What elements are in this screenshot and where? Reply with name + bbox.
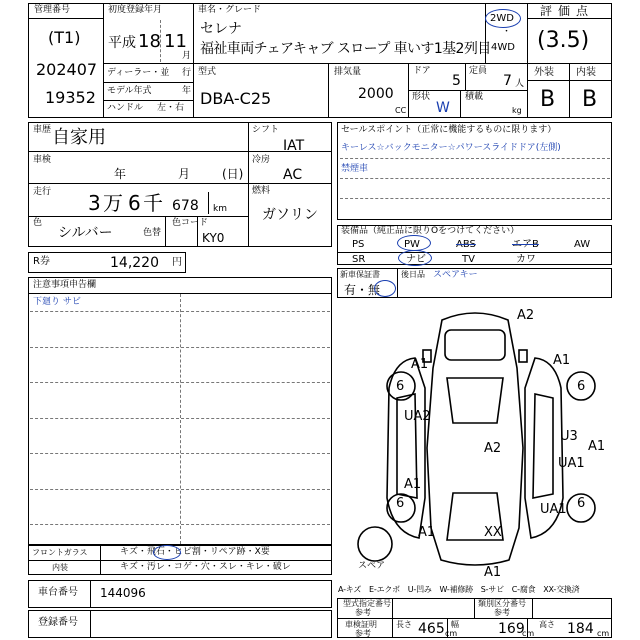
seat-value: 7 xyxy=(503,73,512,89)
model-ref-sub: 参考 xyxy=(355,608,371,617)
shape-value: W xyxy=(436,100,450,116)
mgmt-number-2: 19352 xyxy=(45,88,96,107)
recycle-value: 14,220 xyxy=(110,255,159,271)
length-value: 465 xyxy=(418,621,445,637)
mark-right-edge-a1: A1 xyxy=(588,439,606,454)
model-year-unit: 年 xyxy=(182,86,192,96)
equip-pw: PW xyxy=(404,239,420,250)
sales-block xyxy=(337,122,612,220)
drive-dot: ・ xyxy=(502,27,512,37)
aircon-label: 冷房 xyxy=(252,155,271,165)
seat-label: 定員 xyxy=(469,66,488,76)
dealer-label: ディーラー・並 xyxy=(107,68,170,78)
mark-right-side-ua1: UA1 xyxy=(558,456,585,471)
windshield-circle xyxy=(153,545,181,560)
windshield-label: フロントガラス xyxy=(32,548,88,557)
cc-label: 排気量 xyxy=(334,67,362,77)
mark-front-a2: A2 xyxy=(517,308,535,323)
shift-value: IAT xyxy=(283,138,305,154)
handle-label: ハンドル xyxy=(107,103,144,113)
windshield-value: キズ・飛石・ヒビ割・リペア跡・X要 xyxy=(120,547,270,557)
warranty-circle xyxy=(374,280,396,297)
mark-right-side-u3: U3 xyxy=(560,429,578,444)
reg-label: 初度登録年月 xyxy=(108,5,163,15)
inspection-year-unit: 年 xyxy=(114,167,127,181)
interior-cond-value: キズ・汚レ・コゲ・穴・スレ・キレ・破レ xyxy=(120,562,291,572)
cc-value: 2000 xyxy=(358,86,394,102)
usage-label: 車歴 xyxy=(33,125,52,135)
equip-tv: TV xyxy=(462,254,475,265)
equipment-label: 装備品（純正品に限りOをつけてください） xyxy=(341,226,520,236)
load-unit: kg xyxy=(512,106,522,115)
interior-label: 内装 xyxy=(576,67,596,78)
recycle-label: R券 xyxy=(33,256,50,267)
drive-2wd-circle xyxy=(485,9,521,28)
recycle-block xyxy=(28,252,186,273)
mark-right-rear-wheel: 6 xyxy=(577,496,586,511)
width-key: 幅 xyxy=(451,620,459,629)
car-name-label: 車名・グレード xyxy=(198,5,262,15)
length-key: 長さ xyxy=(396,620,412,629)
notes-line-1: 下廻り サビ xyxy=(33,297,81,307)
mgmt-label: 管理番号 xyxy=(34,5,71,15)
reg-month: 11 xyxy=(164,31,187,52)
mark-left-rear-a1: A1 xyxy=(404,477,422,492)
mark-roof-a2: A2 xyxy=(484,441,502,456)
color-code-label: 色コード xyxy=(172,218,209,228)
drive-4wd: 4WD xyxy=(491,42,515,53)
warranty-label: 新車保証書 xyxy=(340,270,380,279)
load-label: 積載 xyxy=(465,92,484,102)
score-label: 評価点 xyxy=(540,4,595,18)
equip-navi-circle xyxy=(398,250,432,266)
lot-number: (T1) xyxy=(48,28,81,47)
chassis-value: 144096 xyxy=(100,586,146,600)
drive-2wd: 2WD xyxy=(490,13,514,24)
door-value: 5 xyxy=(452,73,461,89)
aftermarket-value: スペアキー xyxy=(433,270,478,280)
mileage-sen: 6 xyxy=(128,191,141,215)
width-value: 169 xyxy=(498,621,525,637)
car-name: セレナ xyxy=(200,21,242,37)
mark-left-front-wheel: 6 xyxy=(396,379,405,394)
usage-value: 自家用 xyxy=(52,127,106,148)
legend: A-キズ E-エクボ U-凹み W-補修跡 S-サビ C-腐食 XX-交換済 xyxy=(338,585,580,594)
shift-label: シフト xyxy=(252,125,280,135)
mileage-unit: km xyxy=(213,204,227,214)
equip-ps: PS xyxy=(352,239,365,250)
mileage-label: 走行 xyxy=(33,187,52,197)
equip-sr: SR xyxy=(352,254,366,265)
chassis-label: 車台番号 xyxy=(38,587,78,598)
class-ref-sub: 参考 xyxy=(494,608,510,617)
mileage-rest: 678 xyxy=(172,198,199,214)
color-code: KY0 xyxy=(202,231,225,245)
mark-right-rear-ua1: UA1 xyxy=(540,502,567,517)
mileage-man: 3 xyxy=(88,191,101,215)
equip-navi: ナビ xyxy=(406,254,426,265)
cc-unit: CC xyxy=(395,106,407,115)
dealer-label-2: 行 xyxy=(182,68,192,78)
warranty-value: 有・無 xyxy=(344,283,381,297)
shape-label: 形状 xyxy=(412,92,431,102)
mark-left-back-a1: A1 xyxy=(418,525,436,540)
dims-cert-label: 車検証明 xyxy=(345,620,377,629)
equip-airbag: エアB xyxy=(512,239,539,250)
mark-rear-xx: XX xyxy=(484,525,502,540)
mark-left-front-a1: A1 xyxy=(411,357,429,372)
mark-left-rear-wheel: 6 xyxy=(396,496,405,511)
model-ref-label: 型式指定番号 xyxy=(343,599,391,608)
exterior-score: B xyxy=(540,87,556,112)
recycle-unit: 円 xyxy=(172,257,182,268)
mark-right-front-a1: A1 xyxy=(553,353,571,368)
equip-abs: ABS xyxy=(456,239,476,250)
score-value: (3.5) xyxy=(537,28,590,53)
color-label: 色 xyxy=(33,218,43,228)
mileage-sen-unit: 千 xyxy=(143,191,163,215)
reg-era: 平成 xyxy=(108,35,136,51)
mileage-man-unit: 万 xyxy=(103,191,123,215)
mark-left-side-ua2: UA2 xyxy=(404,409,431,424)
mark-rear-bumper-a1: A1 xyxy=(484,565,502,580)
mgmt-number-1: 202407 xyxy=(36,60,98,79)
dims-cert-sub: 参考 xyxy=(355,629,371,638)
reg-month-unit: 月 xyxy=(182,51,192,61)
equip-pw-circle xyxy=(397,235,431,251)
aftermarket-label: 後日品 xyxy=(401,270,425,279)
registration-label: 登録番号 xyxy=(38,617,78,628)
model-code: DBA-C25 xyxy=(200,89,272,108)
seat-unit: 人 xyxy=(515,79,525,89)
spare-label: スペア xyxy=(358,561,386,571)
height-value: 184 xyxy=(567,621,594,637)
inspection-day-unit: (日) xyxy=(222,167,244,181)
height-key: 高さ xyxy=(539,620,555,629)
length-unit: cm xyxy=(445,629,458,638)
interior-score: B xyxy=(582,87,598,112)
color-tone-label: 色替 xyxy=(143,228,162,238)
door-label: ドア xyxy=(413,66,431,76)
fuel-label: 燃料 xyxy=(252,186,271,196)
sales-line-1: キーレス☆バックモニター☆パワースライドドア(左側) xyxy=(341,143,561,153)
handle-value: 左・右 xyxy=(157,103,185,113)
interior-cond-label: 内装 xyxy=(52,563,68,572)
sales-line-2: 禁煙車 xyxy=(341,164,369,174)
reg-year: 18 xyxy=(138,31,161,52)
model-label: 型式 xyxy=(198,67,217,77)
width-unit: cm xyxy=(522,629,535,638)
color-value: シルバー xyxy=(58,225,113,241)
mark-right-front-wheel: 6 xyxy=(577,379,586,394)
sales-label: セールスポイント（正常に機能するものに限ります） xyxy=(341,125,557,135)
equip-leather: カワ xyxy=(516,254,536,265)
height-unit: cm xyxy=(597,629,610,638)
inspection-month-unit: 月 xyxy=(178,167,191,181)
inspection-label: 車検 xyxy=(33,155,52,165)
exterior-label: 外装 xyxy=(534,67,554,78)
model-year-label: モデル年式 xyxy=(107,86,152,96)
fuel-value: ガソリン xyxy=(262,207,318,223)
equip-aw: AW xyxy=(574,239,591,250)
notes-label: 注意事項申告欄 xyxy=(33,280,97,290)
class-ref-label: 類別区分番号 xyxy=(478,599,526,608)
aircon-value: AC xyxy=(283,167,303,183)
car-grade: 福祉車両チェアキャブ スロープ 車いす1基2列目 xyxy=(200,41,491,57)
